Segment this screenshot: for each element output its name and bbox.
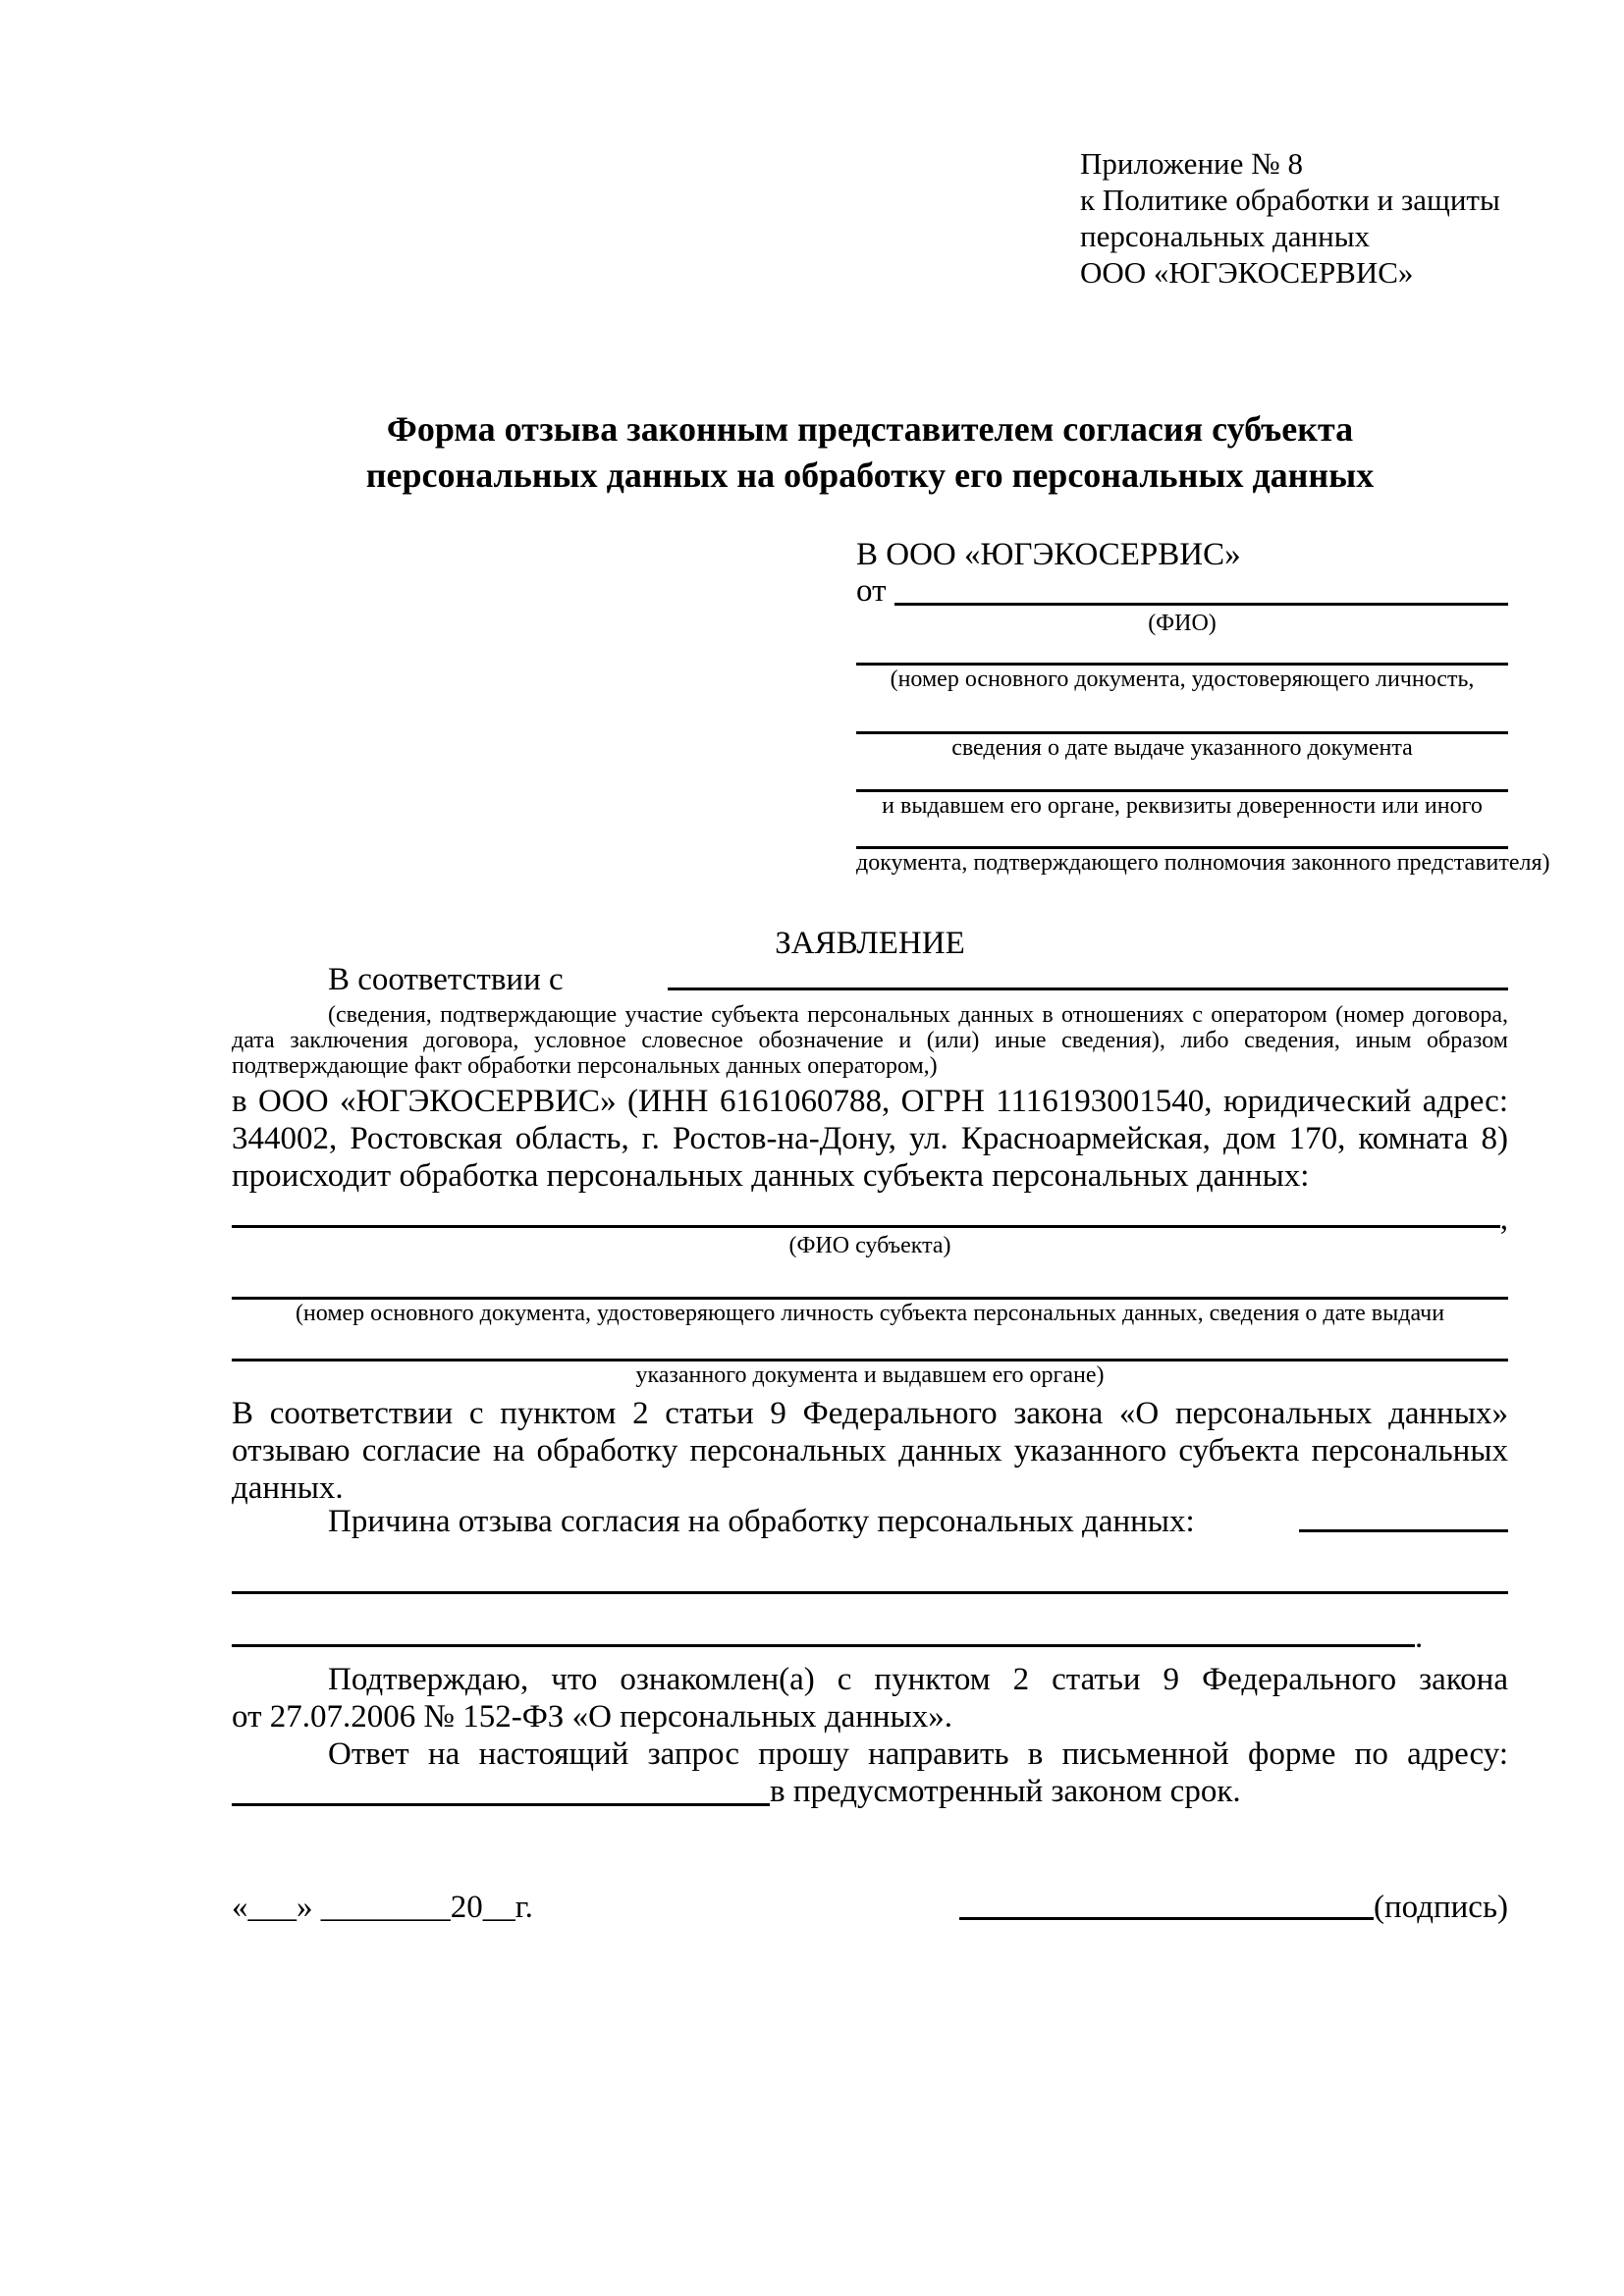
from-space [887,573,894,610]
addressee-block [856,537,1550,877]
reason-blank-line [1299,1528,1508,1532]
document-title-line: Форма отзыва законным представителем согласия субъекта [386,409,1354,449]
details-caption: (сведения, подтверждающие участие субъекта персональных данных в отношениях с оператором (номер договора, дата заключения договора, условное словесное обозначение и (или) иные сведения), либо сведения, иным образом подтверждающие факт обработки персональных данных оператором,) [232,1002,1508,1079]
subject-fio-row [232,1201,1508,1237]
reply-address-blank-line [232,1802,770,1806]
reason-space [1195,1507,1299,1536]
confirm-line: Подтверждаю, что ознакомлен(а) с пунктом 2 статьи 9 Федерального закона [328,1662,1508,1697]
from-label: от [856,573,887,609]
confirm-paragraph [232,1661,1508,1735]
subject-fio-caption: (ФИО субъекта) [788,1233,951,1258]
reason-blank-line-2 [232,1591,1508,1594]
accordance-row [232,962,1508,997]
appendix-line: к Политике обработки и защиты [1080,183,1500,217]
doc-caption: и выдавшем его органе, реквизиты доверенности или иного [882,793,1483,819]
signature-blank-line [959,1916,1374,1920]
addressee-to: В ООО «ЮГЭКОСЕРВИС» [856,537,1241,572]
reply-paragraph [232,1735,1508,1810]
subject-doc-caption: указанного документа и выдавшем его органе) [635,1362,1105,1388]
doc-caption: сведения о дате выдаче указанного документа [951,735,1413,761]
document-title-line: персональных данных на обработку его персональных данных [365,455,1375,495]
reply-suffix: в предусмотренный законом срок. [770,1774,1241,1809]
statement-heading: ЗАЯВЛЕНИЕ [775,926,965,961]
subject-doc-caption: (номер основного документа, удостоверяющего личность субъекта персональных данных, сведения о дате выдачи [295,1301,1445,1326]
reason-prefix: Причина отзыва согласия на обработку персональных данных: [328,1504,1195,1539]
doc-caption: (номер основного документа, удостоверяющего личность, [890,667,1475,692]
appendix-line: Приложение № 8 [1080,146,1303,181]
footer-row [232,1889,1508,1926]
fio-caption: (ФИО) [1148,611,1217,636]
appendix-header [1080,145,1508,291]
accordance-space [564,965,668,994]
appendix-line: персональных данных [1080,219,1371,253]
trailing-comma: , [1499,1201,1508,1237]
accordance-prefix: В соответствии с [328,962,564,997]
confirm-line: от 27.07.2006 № 152-ФЗ «О персональных данных». [232,1699,952,1735]
signature-caption: (подпись) [1374,1890,1508,1925]
doc-caption: документа, подтверждающего полномочия законного представителя) [856,850,1550,876]
subject-fio-blank-line [232,1224,1500,1228]
from-blank-line [894,602,1508,606]
reply-line: Ответ на настоящий запрос прошу направить в письменной форме по адресу: [328,1736,1508,1772]
addressee-from-row [856,573,1508,610]
document-title [232,406,1508,499]
accordance-blank-line [668,987,1508,990]
reason-blank-line-3-rule [232,1643,1415,1647]
signature-group [959,1889,1508,1926]
trailing-period: . [1415,1620,1424,1655]
document-content [232,145,1550,1926]
date-line: «___» ________20__г. [232,1890,533,1925]
withdraw-paragraph: В соответствии с пунктом 2 статьи 9 Федерального закона «О персональных данных» отзываю согласие на обработку персональных данных указанного субъекта персональных данных. [232,1396,1508,1506]
reason-row [232,1504,1508,1539]
reply-address-row [232,1773,1508,1810]
appendix-line: ООО «ЮГЭКОСЕРВИС» [1080,255,1414,290]
reason-blank-line-3 [232,1620,1508,1655]
operator-paragraph: в ООО «ЮГЭКОСЕРВИС» (ИНН 6161060788, ОГРН 1116193001540, юридический адрес: 344002, Ростовская область, г. Ростов-на-Дону, ул. Красноармейская, дом 170, комната 8) происходит обработка персональных данных субъекта персональных данных: [232,1084,1508,1194]
